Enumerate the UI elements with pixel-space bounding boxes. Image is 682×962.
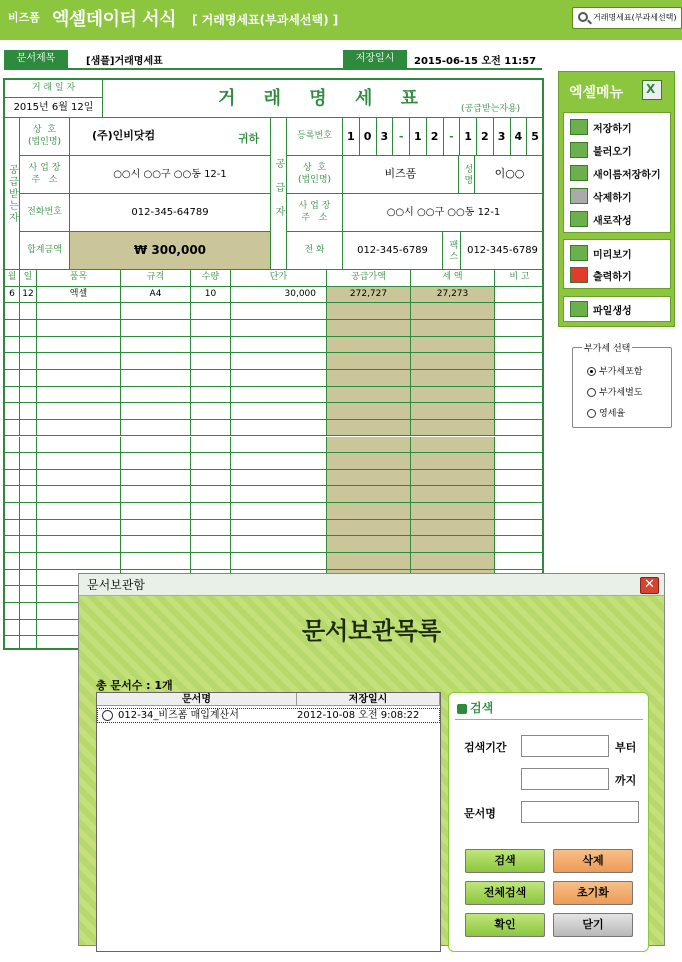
print-icon [570,267,588,283]
table-cell[interactable] [327,470,411,487]
receiver-vertical-label: 공급받는자 [5,118,20,270]
table-cell[interactable] [191,303,231,320]
table-cell[interactable] [231,503,327,520]
menu-new-label: 새로작성 [593,215,632,227]
sup-addr-label: 사 업 장 주 소 [287,194,343,232]
table-cell[interactable] [411,553,495,570]
table-cell[interactable] [121,403,191,420]
table-cell[interactable] [5,486,20,503]
table-cell[interactable] [20,553,37,570]
dialog-titlebar[interactable] [79,574,664,596]
new-doc-icon [570,211,588,227]
table-cell[interactable] [411,303,495,320]
radio-icon [587,388,596,397]
table-cell[interactable]: 10 [191,287,231,304]
table-cell[interactable] [231,520,327,537]
trade-date-label: 거 래 일 자 [5,80,103,98]
copy-note: (공급받는자용) [461,104,521,114]
table-cell[interactable] [495,453,544,470]
dialog-body [79,596,664,945]
menu-open-label: 불러오기 [593,146,632,158]
archive-dialog [78,573,665,946]
fax[interactable]: 012-345-6789 [461,232,544,270]
table-cell[interactable] [5,570,20,587]
doc-title: 거 래 명 세 표 [217,87,429,109]
table-cell[interactable] [37,503,121,520]
col-saved[interactable]: 저장일시 [297,693,440,706]
list-item[interactable] [97,708,440,723]
table-cell[interactable] [327,453,411,470]
table-cell[interactable] [231,353,327,370]
table-cell[interactable] [327,370,411,387]
table-cell[interactable] [121,320,191,337]
table-cell[interactable] [191,320,231,337]
total-value: ₩ 300,000 [70,232,271,270]
menu-group-file [563,112,671,233]
table-cell[interactable] [37,403,121,420]
trash-icon [570,188,588,204]
table-cell[interactable] [231,553,327,570]
table-cell[interactable]: 30,000 [231,287,327,304]
table-cell[interactable] [121,453,191,470]
table-cell[interactable] [231,303,327,320]
radio-icon [102,710,113,721]
table-cell[interactable] [231,470,327,487]
table-cell[interactable] [327,320,411,337]
menu-save-as[interactable] [570,163,661,183]
table-cell[interactable] [231,420,327,437]
table-cell[interactable] [411,320,495,337]
reg-digit: 3 [494,118,511,155]
table-cell[interactable] [37,536,121,553]
reg-digit: 0 [360,118,377,155]
table-cell[interactable] [5,603,20,620]
table-cell[interactable] [121,486,191,503]
table-cell[interactable] [191,403,231,420]
table-header-cell: 세 액 [411,270,495,287]
recv-phone-label: 전화번호 [20,194,70,232]
list-item-date: 2012-10-08 오전 9:08:22 [297,710,420,721]
sup-name[interactable]: 이○○ [475,156,544,194]
table-cell[interactable] [121,437,191,454]
reg-digit: 3 [377,118,394,155]
search-icon[interactable] [578,12,588,22]
table-cell[interactable] [495,353,544,370]
table-cell[interactable] [411,387,495,404]
table-cell[interactable] [191,486,231,503]
table-header-cell: 품목 [37,270,121,287]
sup-company-label: 상 호 (법인명) [287,156,343,194]
table-cell[interactable] [495,387,544,404]
table-cell[interactable] [411,403,495,420]
table-cell[interactable] [495,403,544,420]
table-cell[interactable] [20,403,37,420]
total-label: 합계금액 [20,232,70,270]
table-header-cell: 공급가액 [327,270,411,287]
table-cell[interactable] [5,320,20,337]
vat-legend: 부가세 선택 [582,341,632,354]
table-cell[interactable] [191,437,231,454]
table-cell[interactable] [231,370,327,387]
table-cell[interactable] [495,553,544,570]
table-cell[interactable] [121,387,191,404]
recv-phone[interactable]: 012-345-64789 [70,194,271,232]
table-cell[interactable] [37,337,121,354]
search-input[interactable]: 거래명세표(부과세선택) [572,7,682,29]
menu-new[interactable] [570,209,632,229]
table-cell[interactable] [20,486,37,503]
vat-option-zero[interactable] [587,406,625,419]
save-as-icon [570,165,588,181]
doc-title-value: [샘플]거래명세표 [86,56,163,67]
table-cell[interactable] [20,520,37,537]
brand-small: 비즈폼 [8,11,40,24]
from-label: 부터 [615,741,637,754]
table-cell[interactable] [231,403,327,420]
dialog-title: 문서보관함 [87,578,145,592]
reg-dash: - [393,118,410,155]
table-cell[interactable] [495,503,544,520]
table-cell[interactable] [20,536,37,553]
recv-company-label: 상 호 (법인명) [20,118,70,156]
table-cell[interactable] [327,553,411,570]
table-cell[interactable] [20,470,37,487]
reg-digit: 1 [410,118,427,155]
table-cell[interactable] [411,437,495,454]
table-cell[interactable] [5,620,20,637]
table-cell[interactable] [231,320,327,337]
docname-label: 문서명 [464,807,496,820]
table-cell[interactable] [495,486,544,503]
table-cell[interactable]: A4 [121,287,191,304]
create-file-icon [570,301,588,317]
menu-group-export [563,296,671,322]
table-cell[interactable] [191,337,231,354]
reg-digit: 2 [477,118,494,155]
reg-digit: 4 [511,118,528,155]
table-cell[interactable] [191,353,231,370]
table-cell[interactable] [20,320,37,337]
table-cell[interactable] [411,370,495,387]
table-cell[interactable] [231,536,327,553]
table-cell[interactable] [327,536,411,553]
reg-dash: - [444,118,461,155]
search-title-text: 검색 [470,701,494,715]
table-cell[interactable] [20,620,37,637]
table-cell[interactable] [37,437,121,454]
table-cell[interactable] [231,437,327,454]
dialog-heading: 문서보관목록 [301,617,442,645]
table-cell[interactable] [20,570,37,587]
table-cell[interactable] [5,437,20,454]
vat-option-separate[interactable] [587,385,642,398]
table-cell[interactable] [327,387,411,404]
document-list[interactable] [96,692,441,952]
table-cell[interactable] [121,303,191,320]
recv-company-name: (주)인비닷컴 [92,129,156,143]
table-cell[interactable] [5,470,20,487]
table-cell[interactable] [411,503,495,520]
table-cell[interactable]: 엑셀 [37,287,121,304]
table-cell[interactable] [495,303,544,320]
table-cell[interactable] [20,303,37,320]
table-cell[interactable] [327,486,411,503]
table-cell[interactable] [191,520,231,537]
table-cell[interactable] [411,353,495,370]
sup-phone-label: 전 화 [287,232,343,270]
table-cell[interactable] [231,387,327,404]
invoice-sheet [3,78,544,650]
table-header-cell: 수량 [191,270,231,287]
table-cell[interactable] [37,470,121,487]
docname-input[interactable] [521,801,639,823]
table-cell[interactable] [37,320,121,337]
table-cell[interactable] [20,387,37,404]
reset-button[interactable]: 초기화 [553,881,633,905]
table-cell[interactable] [121,420,191,437]
list-item-name: 012-34_비즈폼 매입계산서 [118,710,239,721]
table-cell[interactable] [495,337,544,354]
table-cell[interactable] [495,520,544,537]
table-cell[interactable] [411,470,495,487]
period-label: 검색기간 [464,741,507,754]
search-panel [448,692,649,952]
table-header-cell: 월 [5,270,20,287]
doc-title-label: 문서제목 [4,50,68,68]
menu-delete[interactable] [570,186,632,206]
table-cell[interactable] [231,486,327,503]
table-cell[interactable] [495,320,544,337]
table-header-cell: 규격 [121,270,191,287]
table-header-cell: 일 [20,270,37,287]
table-header-cell: 비 고 [495,270,544,287]
vat-option-label: 영세율 [599,409,626,419]
excel-menu [558,71,675,327]
supplier-vertical-label: 공급자 [271,118,287,270]
menu-create-file[interactable] [570,299,632,319]
table-cell[interactable] [191,536,231,553]
reg-digit: 2 [427,118,444,155]
table-cell[interactable] [191,453,231,470]
table-cell[interactable] [495,287,544,304]
table-cell[interactable] [411,453,495,470]
table-cell[interactable] [5,387,20,404]
radio-icon [587,409,596,418]
fax-label: 팩스 [443,232,461,270]
menu-print[interactable] [570,265,632,285]
table-cell[interactable] [5,636,20,650]
table-cell[interactable] [495,370,544,387]
recv-addr[interactable]: ○○시 ○○구 ○○동 12-1 [70,156,271,194]
table-cell[interactable] [5,503,20,520]
table-cell[interactable] [5,453,20,470]
radio-checked-icon [587,367,596,376]
table-cell[interactable] [495,437,544,454]
table-cell[interactable] [5,536,20,553]
sup-addr[interactable]: ○○시 ○○구 ○○동 12-1 [343,194,544,232]
table-cell[interactable] [20,353,37,370]
table-cell[interactable] [231,337,327,354]
table-cell[interactable] [121,337,191,354]
reg-no-label: 등록번호 [287,118,343,156]
table-cell[interactable] [121,470,191,487]
recv-addr-label: 사 업 장 주 소 [20,156,70,194]
table-cell[interactable] [191,370,231,387]
reg-no[interactable] [343,118,544,156]
table-cell[interactable] [411,420,495,437]
table-cell[interactable] [37,553,121,570]
table-cell[interactable] [121,503,191,520]
sup-phone[interactable]: 012-345-6789 [343,232,443,270]
table-cell[interactable] [37,370,121,387]
table-cell[interactable] [5,353,20,370]
page-subtitle: [ 거래명세표(부과세선택) ] [192,13,339,27]
table-cell[interactable] [20,586,37,603]
divider [455,719,643,720]
table-cell[interactable] [5,403,20,420]
to-label: 까지 [615,774,637,787]
close-icon[interactable]: ✕ [640,577,659,594]
menu-group-print [563,239,671,289]
table-cell[interactable] [121,553,191,570]
table-cell[interactable] [5,420,20,437]
table-cell[interactable] [5,337,20,354]
honorific: 귀하 [238,132,260,145]
menu-preview[interactable] [570,243,632,263]
search-all-button[interactable]: 전체검색 [465,881,545,905]
vat-option-include[interactable] [587,364,642,377]
vat-option-label: 부가세포함 [599,367,643,377]
menu-open[interactable] [570,140,632,160]
table-cell[interactable] [495,420,544,437]
table-cell[interactable] [37,303,121,320]
period-to-input[interactable] [521,768,609,790]
search-panel-title [457,699,493,716]
table-cell[interactable] [20,337,37,354]
table-cell[interactable] [327,437,411,454]
table-cell[interactable] [20,503,37,520]
table-cell[interactable] [5,520,20,537]
delete-button[interactable]: 삭제 [553,849,633,873]
table-cell[interactable] [37,520,121,537]
menu-save-as-label: 새이름저장하기 [593,169,661,181]
table-cell[interactable] [5,303,20,320]
saved-value: 2015-06-15 오전 11:57 [414,56,537,67]
table-cell[interactable] [37,453,121,470]
table-cell[interactable] [327,503,411,520]
table-cell[interactable]: 12 [20,287,37,304]
saved-label: 저장일시 [343,50,407,68]
table-cell[interactable] [37,353,121,370]
table-cell[interactable] [20,420,37,437]
save-icon [570,119,588,135]
table-cell[interactable] [327,353,411,370]
table-cell[interactable] [5,553,20,570]
table-cell[interactable] [20,453,37,470]
menu-print-label: 출력하기 [593,271,632,283]
sup-name-label: 성명 [459,156,475,194]
table-cell[interactable] [37,387,121,404]
sup-company[interactable]: 비즈폼 [343,156,459,194]
arrow-icon [457,704,467,714]
table-cell[interactable] [191,470,231,487]
table-cell[interactable] [20,437,37,454]
col-docname[interactable]: 문서명 [97,693,297,706]
ok-button[interactable]: 확인 [465,913,545,937]
table-cell[interactable] [191,503,231,520]
table-cell[interactable] [327,520,411,537]
table-cell[interactable] [20,603,37,620]
table-cell[interactable] [231,453,327,470]
table-cell[interactable] [5,370,20,387]
menu-save-label: 저장하기 [593,123,632,135]
search-button[interactable]: 검색 [465,849,545,873]
table-cell[interactable] [327,303,411,320]
brand-title: 엑셀데이터 서식 [52,9,176,30]
reg-digit: 1 [343,118,360,155]
table-cell[interactable] [327,403,411,420]
table-cell[interactable] [411,536,495,553]
table-cell[interactable] [191,553,231,570]
table-cell[interactable] [5,586,20,603]
open-icon [570,142,588,158]
table-cell[interactable] [411,486,495,503]
table-cell[interactable] [495,536,544,553]
menu-create-file-label: 파일생성 [593,305,632,317]
excel-menu-title: 엑셀메뉴 [569,85,624,101]
table-cell[interactable] [327,337,411,354]
header-divider [4,68,542,70]
table-cell[interactable] [495,470,544,487]
table-cell[interactable] [191,420,231,437]
table-cell[interactable]: 272,727 [327,287,411,304]
doc-count: 총 문서수 : 1개 [96,679,173,692]
table-cell[interactable]: 27,273 [411,287,495,304]
preview-icon [570,245,588,261]
menu-preview-label: 미리보기 [593,249,632,261]
table-cell[interactable] [121,370,191,387]
table-cell[interactable] [37,486,121,503]
table-cell[interactable] [121,536,191,553]
table-cell[interactable] [327,420,411,437]
menu-save[interactable] [570,117,632,137]
menu-delete-label: 삭제하기 [593,192,632,204]
reg-digit: 1 [460,118,477,155]
table-cell[interactable]: 6 [5,287,20,304]
table-cell[interactable] [191,387,231,404]
table-cell[interactable] [411,520,495,537]
close-button[interactable]: 닫기 [553,913,633,937]
period-from-input[interactable] [521,735,609,757]
trade-date[interactable]: 2015년 6월 12일 [5,98,103,118]
table-cell[interactable] [20,370,37,387]
table-cell[interactable] [411,337,495,354]
excel-icon [642,80,662,100]
reg-digit: 5 [527,118,544,155]
vat-option-label: 부가세별도 [599,388,643,398]
table-cell[interactable] [37,420,121,437]
table-cell[interactable] [20,636,37,650]
table-header-cell: 단가 [231,270,327,287]
table-cell[interactable] [121,353,191,370]
table-cell[interactable] [121,520,191,537]
